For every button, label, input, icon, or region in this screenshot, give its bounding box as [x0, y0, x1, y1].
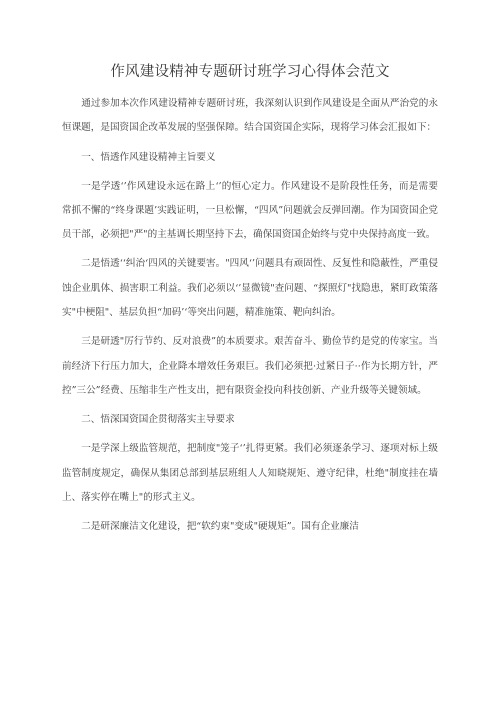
section-2-paragraph-2: 二是研深廉洁文化建设，把“软约束"变成"硬规矩”。国有企业廉洁 [81, 521, 359, 533]
section-2-paragraph-1: 一是学深上级监管规范，把制度"笼子‘’扎得更紧。我们必须逐条学习、逐项对标上级监管制度规定，确保从集团总部到基层班组人人知晓规矩、遵守纪律，杜绝"制度挂在墙上、落实停在嘴上"的形式主义。 [62, 443, 438, 503]
document-title: 作风建设精神专题研讨班学习心得体会范文 [110, 64, 390, 80]
document-page [62, 62, 438, 544]
section-1-paragraph-1: 一是学透‘’作风建设永远在路上‘’的恒心定力。作风建设不是阶段性任务，而是需要常抓不懈的“终身课题’实践证明，一旦松懈，“四风”问题就会反弹回潮。作为国资国企党员干部，必须把"严"的主基调长期坚持下去，确保国资国企始终与党中央保持高度一致。 [62, 180, 438, 241]
intro-paragraph: 通过参加本次作风建设精神专题研讨班，我深刻认识到作风建设是全面从严治党的永恒课题，是国资国企改革发展的坚强保障。结合国资国企实际，现将学习体会汇报如下： [62, 98, 438, 134]
section-1-heading: 一、悟透作风建设精神主旨要义 [81, 151, 216, 163]
section-1-paragraph-3: 三是研透"厉行节约、反对浪费”的本质要求。艰苦奋斗、勤俭节约是党的传家宝。当前经济下行压力加大，企业降本增效任务艰巨。我们必须把·过紧日子··作为长期方针，严控”三公”经费、压缩非生产性支出，把有限资金投向科技创新、产业升级等关键领域。 [62, 336, 438, 396]
section-1-paragraph-2: 二是悟透‘‘纠治‘四风的关键要害。"四风‘’问题具有顽固性、反复性和隐蔽性，严重侵蚀企业肌体、损害职工利益。我们必须以‘’显微镜"查问题、“探照灯"找隐患，紧盯政策落实"中梗阻"、基层负担“加码’‘等突出问题，精准施策、靶向纠治。 [62, 258, 438, 319]
section-2-heading: 二、悟深国资国企贯彻落实主导要求 [81, 414, 235, 426]
